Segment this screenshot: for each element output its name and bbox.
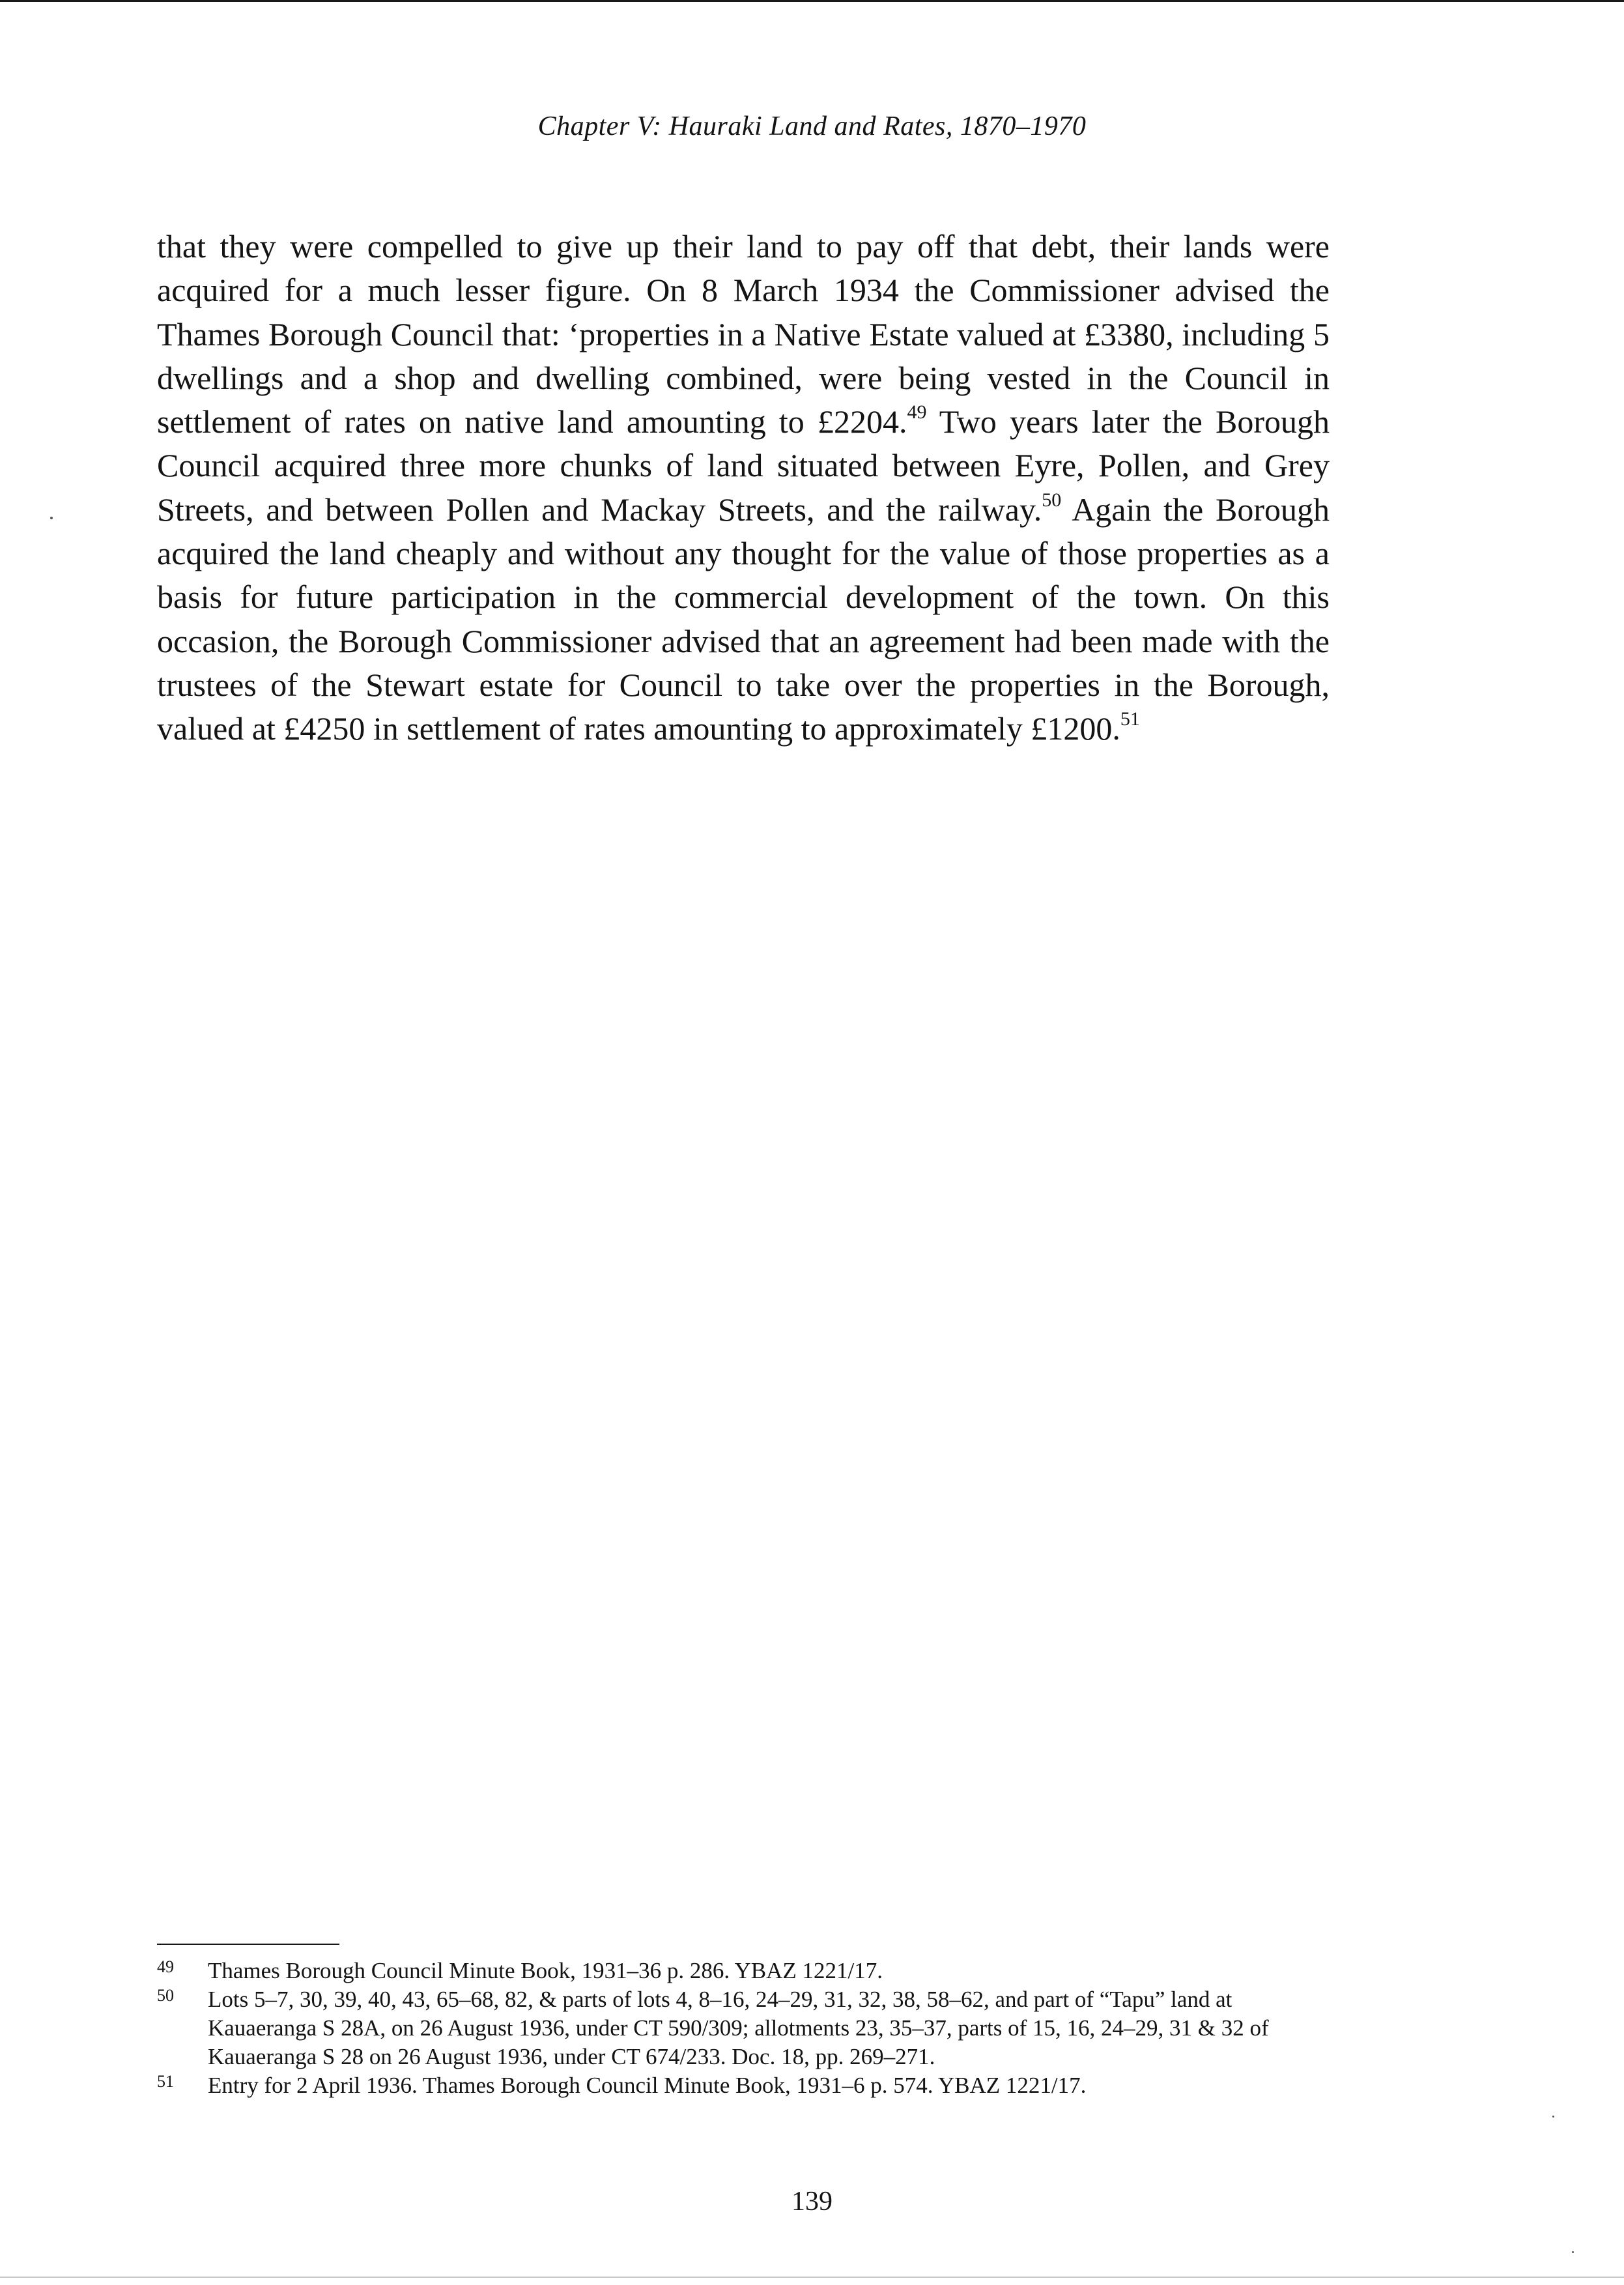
footnote-51 bbox=[157, 2071, 1330, 2100]
footnote-ref-51: 51 bbox=[1120, 708, 1140, 730]
footnote-number: 49 bbox=[157, 1957, 174, 1976]
footnote-text: Entry for 2 April 1936. Thames Borough Council Minute Book, 1931–6 p. 574. YBAZ 1221/17. bbox=[208, 2073, 1087, 2098]
footnote-number: 50 bbox=[157, 1986, 174, 2005]
scan-speck bbox=[50, 517, 53, 519]
footnote-separator bbox=[157, 1944, 339, 1945]
page-number: 139 bbox=[791, 2187, 833, 2217]
footnotes bbox=[157, 1957, 1330, 2100]
running-head: Chapter V: Hauraki Land and Rates, 1870–1970 bbox=[537, 111, 1087, 141]
footnote-text: Lots 5–7, 30, 39, 40, 43, 65–68, 82, & parts of lots 4, 8–16, 24–29, 31, 32, 38, 58–62, and part of “Tapu” land at Kauaeranga S 28A, on 26 August 1936, under CT 590/309; allotments 23, 35–37, parts of 15, 16, 24–29, 31 & 32 of Kauaeranga S 28 on 26 August 1936, under CT 674/233. Doc. 18, pp. 269–271. bbox=[208, 1987, 1269, 2069]
body-text-part-2: Two years later the Borough Council acquired three more chunks of land situated between Eyre, Pollen, and Grey Streets, and between Pollen and Mackay Streets, and the railway. bbox=[157, 403, 1330, 528]
body-text-part-1: that they were compelled to give up their land to pay off that debt, their lands were acquired for a much lesser figure. On 8 March 1934 the Commissioner advised the Thames Borough Council that: ‘properties in a Native Estate valued at £3380, including 5 dwellings and a shop and dwelling combined, were being vested in the Council in settlement of rates on native land amounting to £2204. bbox=[157, 228, 1330, 440]
scan-speck bbox=[1552, 2116, 1554, 2118]
scan-top-edge bbox=[0, 0, 1624, 2]
scan-bottom-edge bbox=[0, 2277, 1624, 2278]
footnote-50 bbox=[157, 1985, 1330, 2071]
footnote-ref-49: 49 bbox=[907, 401, 927, 424]
footnote-text: Thames Borough Council Minute Book, 1931–36 p. 286. YBAZ 1221/17. bbox=[208, 1958, 883, 1983]
footnote-number: 51 bbox=[157, 2072, 174, 2091]
footnote-ref-50: 50 bbox=[1042, 489, 1062, 511]
body-paragraph bbox=[157, 225, 1330, 751]
body-text-part-3: Again the Borough acquired the land cheaply and without any thought for the value of those properties as a basis for future participation in the commercial development of the town. On this occasion, the Borough Commissioner advised that an agreement had been made with the trustees of the Stewart estate for Council to take over the properties in the Borough, valued at £4250 in settlement of rates amounting to approximately £1200. bbox=[157, 491, 1330, 747]
scan-speck bbox=[1572, 2251, 1574, 2253]
footnote-49 bbox=[157, 1957, 1330, 1985]
